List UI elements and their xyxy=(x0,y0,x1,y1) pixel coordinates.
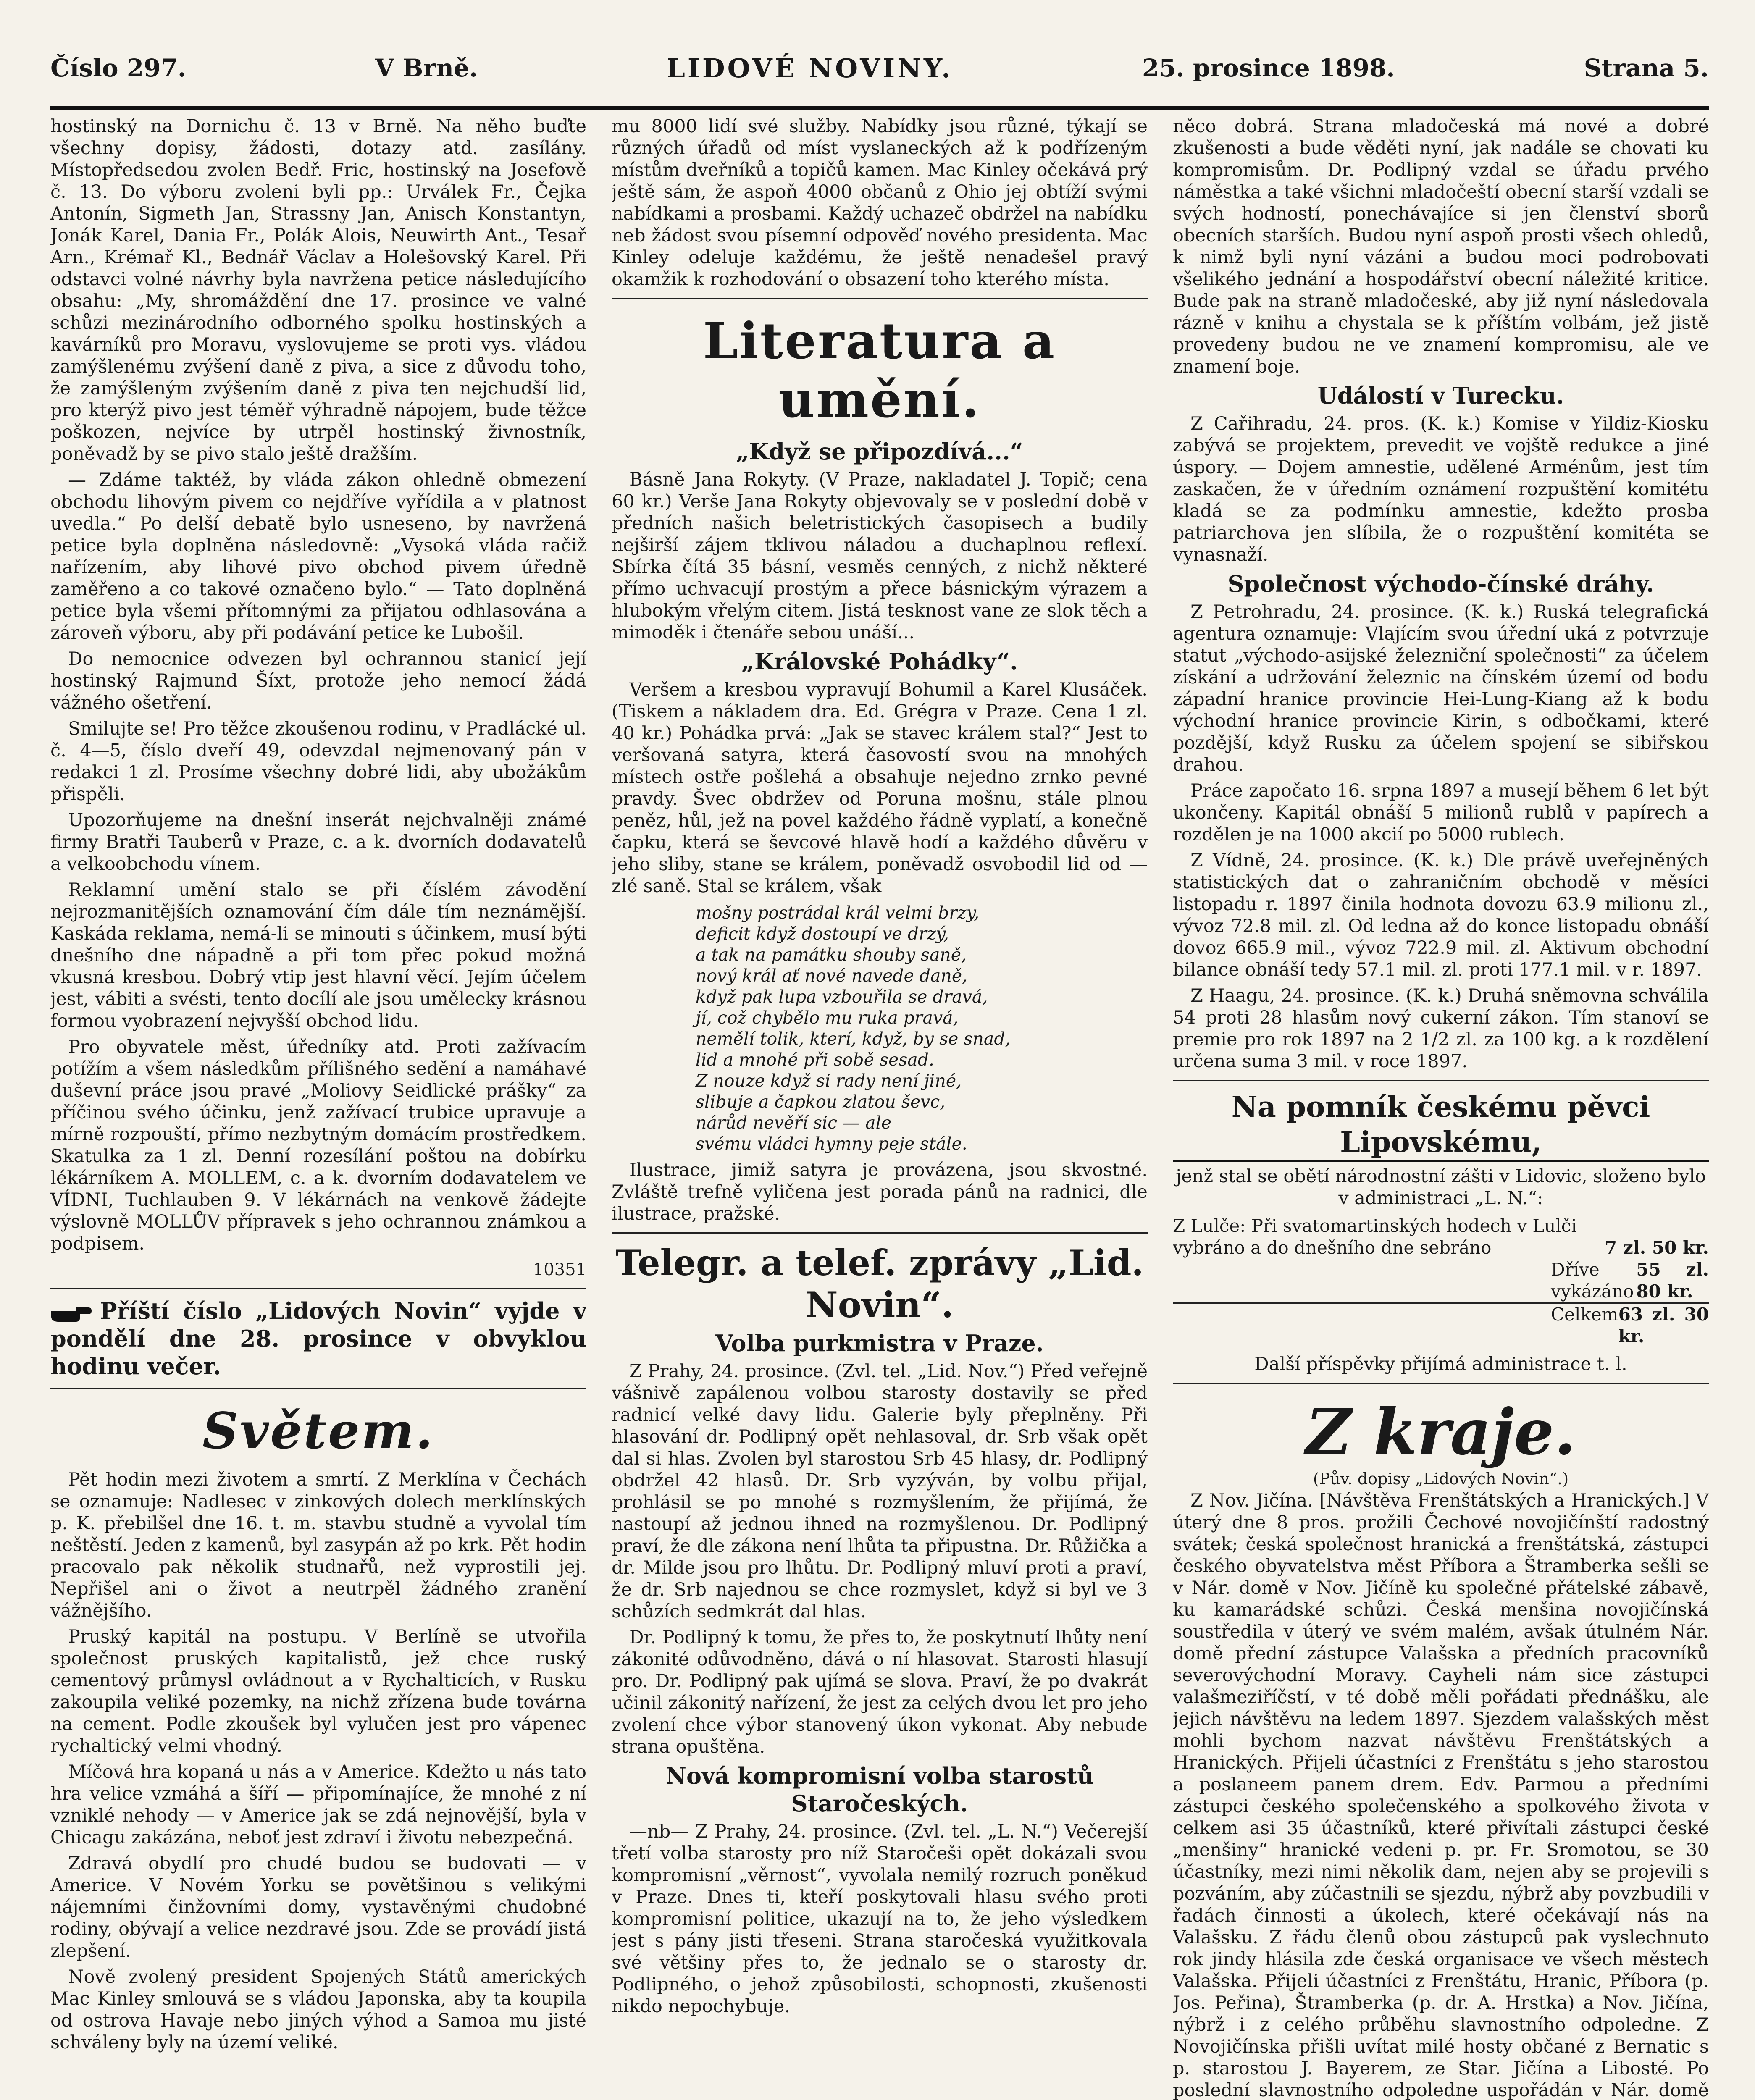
article-text: Reklamní umění stalo se při číslém závodění nejrozmanitějších oznamování čím dále tím neznámější. Kaskáda reklama, nemá-li se minouti s účinkem, musí býti dnešního dne nápadně a při tom přec pokud možná vkusná kresbou. Dobrý vtip jest hlavní věcí. Jejím účelem jest, vábiti a svésti, tento docílí ale jsou umělecky krásnou formou vyobrazení nejvyšší obchod lidu. xyxy=(50,879,586,1032)
book-title: „Když se připozdívá...“ xyxy=(736,438,1023,465)
article-title-pomnik: Na pomník českému pěvci Lipovskému, xyxy=(1173,1089,1709,1162)
poem xyxy=(696,902,1148,1154)
article-title: Událostí v Turecku. xyxy=(1317,382,1564,409)
article-title: Volba purkmistra v Praze. xyxy=(715,1330,1044,1357)
article-text: Míčová hra kopaná u nás a v Americe. Kdežto u nás tato hra velice vzmáhá a šíří — připomínajíce, že mnohé z ní vzniklé nehody — v Americe jak se zdá nejnovější, byla v Chicagu zakázána, neboť jest zdraví i životu nebezpečná. xyxy=(50,1761,586,1848)
section-title-z-kraje: Z kraje. xyxy=(1306,1395,1576,1469)
donation-label: vybráno a do dnešního dne sebráno xyxy=(1173,1237,1492,1258)
column-1 xyxy=(50,116,586,2100)
poem-line: a tak na památku shouby saně, xyxy=(696,945,967,965)
poem-line: slibuje a čapkou zlatou ševc, xyxy=(696,1092,946,1112)
poem-line: lid a mnohé při sobě sesad. xyxy=(696,1050,934,1070)
donation-row xyxy=(1173,1215,1709,1237)
issue-date: 25. prosince 1898. xyxy=(1142,54,1395,82)
article-text: mu 8000 lidí své služby. Nabídky jsou různé, týkají se různých úřadů od míst vyslaneckých až k podřízeným místům dveřníků a topičů kamen. Mac Kinley očekává prý ještě sám, že aspoň 4000 občanů z Ohio jej obtíží svými nabídkami a prosbami. Každý uchazeč obdržel na nabídku neb žádost svou písemní odpověď nového presidenta. Mac Kinley odeluje každému, že ještě nenadešel pravý okamžik k rozhodování o obsazení toho kterého místa. xyxy=(612,116,1148,290)
article-text: Upozorňujeme na dnešní inserát nejchvalněji známé firmy Bratři Tauberů v Praze, c. a k. dvorních dodavatelů a velkoobchodu vínem. xyxy=(50,810,586,874)
donation-label: Celkem xyxy=(1551,1304,1618,1325)
masthead: LIDOVÉ NOVINY. xyxy=(667,52,953,84)
article-text: — Zdáme taktéž, by vláda zákon ohledně obmezení obchodu lihovým pivem co nejdříve vyřídila a v platnost uvedla.“ Po delší debatě bylo usneseno, by navržená petice byla doplněna následovně: „Vysoká vláda račiž nařízením, aby lihové pivo obchod pivem úředně zaměřeno a co takové označeno bylo.“ — Tato doplněná petice byla všemi přítomnými za přijatou odhlasována a zároveň výboru, aby při podávání petice ke Lubošil. xyxy=(50,470,586,643)
poem-line: mošny postrádal král velmi brzy, xyxy=(696,903,980,923)
pointing-hand-icon xyxy=(50,1302,92,1323)
poem-line: deficit když dostoupí ve drzý, xyxy=(696,924,949,944)
poem-line: když pak lupa vzbouřila se dravá, xyxy=(696,987,988,1007)
column-2 xyxy=(612,116,1148,2100)
article-text: Práce započato 16. srpna 1897 a musejí během 6 let být ukončeny. Kapitál obnáší 5 milionů rublů v papírech a rozdělen je na 1000 akcií po 5000 rublech. xyxy=(1173,780,1709,845)
article-text: Pruský kapitál na postupu. V Berlíně se utvořila společnost pruských kapitalistů, jež chce ruský cementový průmysl ovládnout a v Rychalticích, v Rusku zakoupila veliké pozemky, na nichž zřízena bude továrna na cement. Podle zkoušek byl vylučen jest pro vápenec rychaltický velmi vhodný. xyxy=(50,1626,586,1756)
donation-label: Z Lulče: Při svatomartinských hodech v Lulči xyxy=(1173,1215,1577,1236)
divider xyxy=(50,1288,586,1289)
article-text: Ilustrace, jimiž satyra je provázena, jsou skvostné. Zvláště trefně vyličena jest porada pánů na radnici, dle ilustrace, pražské. xyxy=(612,1160,1148,1224)
article-text: Veršem a kresbou vypravují Bohumil a Karel Klusáček. (Tiskem a nákladem dra. Ed. Grégra v Praze. Cena 1 zl. 40 kr.) Pohádka prvá: „Jak se stavec králem stal?“ Jest to veršovaná satyra, která časovostí svou na mnohých místech ostře pošlehá a obsahuje nejedno zrnko pevné pravdy. Švec obdržev od Poruna mošnu, stále plnou peněz, hůl, jež na povel každého řádně vyplatí, a konečně čapku, která se ševcové hlavě hodí a každého důvěru v jeho sliby, stane se králem, poněvadž osvobodil lid od — zlé saně. Stal se králem, však xyxy=(612,679,1148,897)
book-title: „Královské Pohádky“. xyxy=(741,648,1018,675)
poem-line: nemělí tolik, kterí, když, by se snad, xyxy=(696,1029,1011,1049)
poem-line: nový král ať nové navede daně, xyxy=(696,966,968,986)
column-3 xyxy=(1173,116,1709,2100)
article-title: Nová kompromisní volba starostů Staročeských. xyxy=(665,1762,1094,1817)
page-header xyxy=(50,30,1709,110)
section-title-svetem: Světem. xyxy=(202,1402,435,1460)
issue-number: Číslo 297. xyxy=(50,54,187,82)
page-number: Strana 5. xyxy=(1584,54,1709,82)
next-issue-notice xyxy=(50,1297,586,1380)
article-text: hostinský na Dornichu č. 13 v Brně. Na něho buďte všechny dopisy, žádosti, dotazy atd. zasílány. Místopředsedou zvolen Bedř. Fric, hostinský na Josefově č. 13. Do výboru zvoleni byli pp.: Urválek Fr., Čejka Antonín, Sigmeth Jan, Strassny Jan, Anisch Konstantyn, Jonák Karel, Dania Fr., Polák Alois, Neuwirth Ant., Tesař Arn., Krémař Kl., Bednář Václav a Holešovský Karel. Při odstavci volné návrhy byla navržena petice následujícího obsahu: „My, shromáždění dne 17. prosince ve valné schůzi mezinárodního odborného spolku hostinských a kavárníků pro Moravu, vyslovujeme se proti vys. vládou zamýšlenému zvýšení daně z piva, a sice z důvodu toho, že zamýšleným zvýšením daně z piva ten nejchudší lid, pro kterýž pivo jest téměř výhradně nápojem, bude těžce poškozen, nejvíce by utrpěl hostinský živnostník, poněvadž by se pivo stalo ještě dražším. xyxy=(50,116,586,465)
donation-total-row xyxy=(1173,1302,1709,1347)
article-title: Společnost východo-čínské dráhy. xyxy=(1227,570,1654,597)
donation-row xyxy=(1173,1259,1709,1302)
article-text: Z Nov. Jičína. [Návštěva Frenštátských a Hranických.] V úterý dne 8 pros. prožili Čechové novojičínští radostný svátek; česká společnost hranická a frenštátská, zástupci českého obyvatelstva měst Příbora a Štramberka sešli se v Nár. domě v Nov. Jičíně ku společné přátelské zábavě, ku kamarádské schůzi. Česká menšina novojičínská soustředila v úterý ve svém malém, avšak útulném Nár. domě přední zástupce Valašska a předních pracovníků severovýchodní Moravy. Cayheli nám sice zástupci valašmeziříčstí, v té době měli pořádati přednášku, ale jejich návštěvu na ledem 1897. Sjezdem valašských měst mohli bychom nazvat návštěvu Frenštátských a Hranických. Přijeli účastníci z Frenštátu s jeho starostou a poslaneem panem drem. Edv. Parmou a předními zástupci českého společenského a spolkového života v celkem asi 35 účastníků, které přivítali zástupci české „menšiny“ hranické vedeni p. pr. Fr. Sromotou, se 30 účastníky, mezi nimi několik dam, nejen aby se projevili s pozváním, aby zúčastnili se sjezdu, nýbrž aby povzbudili v řadách činnosti a úkolech, které očekávají nás na Valašsku. Z řádu členů obou zástupců pak vyslechnuto rok jindy hlásila zde česká organisace ve všech městech Valašska. Přijeli účastníci z Frenštátu, Hranic, Příbora (p. Jos. Peřina), Štramberka (p. dr. A. Hrstka) a Nov. Jičína, nýbrž i z celého průběhu slavnostního odpoledne. Z Novojičínska přišli uvítat milé hosty občané z Bernatic s p. starostou J. Bayerem, ze Star. Jičína a Libosté. Po poslední slavnostního odpoledne uspořádán v Nár. domě xyxy=(1173,1490,1709,2100)
columns xyxy=(50,116,1709,2100)
article-text: Z Vídně, 24. prosince. (K. k.) Dle právě uveřejněných statistických dat o zahraničním obchodě v měsíci listopadu r. 1897 činila hodnota dovozu 63.9 milionu zl., vývoz 72.8 mil. zl. Od ledna až do konce listopadu obnáší dovoz 665.9 mil., vývoz 722.9 mil. zl. Aktivum obchodní bilance obnáší tedy 57.1 mil. zl. proti 177.1 mil. v r. 1897. xyxy=(1173,850,1709,980)
article-text: Básně Jana Rokyty. (V Praze, nakladatel J. Topič; cena 60 kr.) Verše Jana Rokyty objevovaly se v poslední době v předních našich beletristických časopisech a budily nejširší zájem tklivou náladou a duchaplnou reflexí. Sbírka čítá 35 básní, vesměs cenných, z nichž některé přímo uchvacují prostým a přece básnickým výrazem a hlubokým vřelým citem. Jistá tesknost vane ze slok těch a mimoděk i čtenáře sebou unáší... xyxy=(612,469,1148,643)
article-text: něco dobrá. Strana mladočeská má nové a dobré zkušenosti a bude věděti nyní, jak nadále se chovati ku kompromisům. Dr. Podlipný vzdal se úřadu prvého náměstka a také všichni mladočeští obecní starší vzdali se svých hodností, ponechávajíce si jen členství sborů obecních starších. Budou nyní aspoň prosti všech ohledů, k nimž byli nyní vázáni a budou moci podrobovati všelikého jednání a hospodářství obecní náležité kritice. Bude pak na straně mladočeské, aby již nyní následovala rázně v knihu a chystala se k příštím volbám, jež jistě provedeny budou ne ve znamení kompromisu, ale ve znamení boje. xyxy=(1173,116,1709,377)
divider xyxy=(1173,1383,1709,1384)
donation-row xyxy=(1173,1237,1709,1259)
article-text: Smilujte se! Pro těžce zkoušenou rodinu, v Pradlácké ul. č. 4—5, číslo dveří 49, odevzdal nejmenovaný pán v redakci 1 zl. Prosíme všechny dobré lidi, aby ubožákům přispěli. xyxy=(50,718,586,805)
donation-amount: 63 zl. 30 kr. xyxy=(1618,1304,1709,1347)
article-text: Nově zvolený president Spojených Států amerických Mac Kinley smlouvá se s vládou Japonska, aby ta koupila od ostrova Havaje nebo jiných výhod a Samoa mu jisté schváleny byly na území veliké. xyxy=(50,1966,586,2053)
section-subtitle: (Pův. dopisy „Lidových Novin“.) xyxy=(1313,1470,1569,1488)
article-text: Dr. Podlipný k tomu, že přes to, že poskytnutí lhůty není zákonité odůvodněno, dává o ní hlasovat. Starosti hlasují pro. Dr. Podlipný pak ujímá se slova. Praví, že po dvakrát učinil zákonitý nařízení, že jest za celých dvou let pro jeho zvolení chce výbor stanovený úkon vykonat. Aby nebude strana opuštěna. xyxy=(612,1627,1148,1757)
notice-text: Příští číslo „Lidových Novin“ vyjde v pondělí dne 28. prosince v obvyklou hodinu večer. xyxy=(50,1297,586,1380)
article-text: jenž stal se obětí národnostní zášti v Lidovic, složeno bylo v administraci „L. N.“: xyxy=(1175,1166,1706,1209)
divider xyxy=(50,1388,586,1389)
article-text: Zdravá obydlí pro chudé budou se budovati — v Americe. V Novém Yorku se povětšinou s velikými nájemními činžovními domy, vystavěnými chudobné rodiny, obývají a velice nezdravé jsou. Zde se provádí jistá zlepšení. xyxy=(50,1853,586,1961)
article-text: Z Cařihradu, 24. pros. (K. k.) Komise v Yildiz-Kiosku zabývá se projektem, prevedit ve vojště redukce a jiné úspory. — Dojem amnestie, udělené Arménům, jest tím zaskačen, že v úředním oznámení rozpuštění komitétu kladá se za podmínku amnestie, kdežto prosba patriarchova jen slíbila, že o rozpuštění komitéta se vynasnaží. xyxy=(1173,413,1709,565)
poem-line: nárůd nevěří sic — ale xyxy=(696,1113,891,1133)
article-text: —nb— Z Prahy, 24. prosince. (Zvl. tel. „L. N.“) Večerejší třetí volba starosty pro níž Staročeši opět dokázali svou kompromisní „věrnost“, vyvolala nemilý rozruch poněkud v Praze. Dnes ti, kteří poskytovali hlasu svého proti kompromisní politice, ukazují na to, že jeho výsledkem jest s pány jisti třeseni. Strana staročeská využitkovala své většiny přes to, že jednalo se o starosty dr. Podlipného, o jehož způsobilosti, schopnosti, zkušenosti nikdo nepochybuje. xyxy=(612,1821,1148,2017)
divider xyxy=(1173,1080,1709,1081)
section-title-literatura: Literatura a umění. xyxy=(703,312,1056,429)
article-text: Další příspěvky přijímá administrace t. l. xyxy=(1254,1354,1627,1375)
article-text: Pět hodin mezi životem a smrtí. Z Merklína v Čechách se oznamuje: Nadlesec v zinkových dolech merklínských p. K. přebilšel dne 16. t. m. stavbu studně a vyvolal tím neštěstí. Jeden z kamenů, byl zasypán až po krk. Pět hodin pracovalo pak několik studnařů, než vyprostili jej. Nepřišel ani o život a neutrpěl žádného zranění vážnějšího. xyxy=(50,1469,586,1621)
poem-line: jí, což chybělo mu ruka pravá, xyxy=(696,1008,959,1028)
article-text: Z Haagu, 24. prosince. (K. k.) Druhá sněmovna schválila 54 proti 28 hlasům nový cukerní zákon. Tím stanoví se premie pro rok 1897 na 2 1/2 zl. za 100 kg. a k rozdělení určena suma 3 mil. v roce 1897. xyxy=(1173,985,1709,1072)
divider xyxy=(612,298,1148,299)
article-text: Z Petrohradu, 24. prosince. (K. k.) Ruská telegrafická agentura oznamuje: Vlajícím svou úřední uká z potvrzuje statut „východo-asijské železniční společnosti“ za účelem získání a udržování železnic na čínském území od bodu západní hranice provincie Hei-Lung-Kiang až k bodu východní hranice provincie Kirin, s odbočkami, které pozdější, když Rusku za účelem spojení se sibiřskou drahou. xyxy=(1173,601,1709,775)
donation-amount: 55 zl. 80 kr. xyxy=(1636,1259,1709,1302)
poem-line: svému vládci hymny peje stále. xyxy=(696,1134,967,1154)
poem-line: Z nouze když si rady není jiné, xyxy=(696,1071,962,1091)
divider xyxy=(612,1232,1148,1234)
donation-amount: 7 zl. 50 kr. xyxy=(1605,1237,1709,1258)
donation-list xyxy=(1173,1215,1709,1347)
article-text: Z Prahy, 24. prosince. (Zvl. tel. „Lid. Nov.“) Před veřejně vášnivě zapálenou volbou starosty dostavily se před radnicí velké davy lidu. Galerie byly přeplněny. Při hlasování dr. Podlipný opět nehlasoval, dr. Srb však opět dal si hlas. Zvolen byl starostou Srb 45 hlasy, dr. Podlipný obdržel 42 hlasů. Dr. Srb vyzýván, by volbu přijal, prohlásil se po mnohé s rozmyšlením, že přijímá, že nastoupí až jednou ihned na rozmyšlenou. Dr. Podlipný praví, že dle zákona není lhůta ta připustna. Dr. Růžička a dr. Milde jsou pro lhůtu. Dr. Podlipný mluví proti a praví, že dr. Srb najednou se chce rozmyslet, když si byl ve 3 schůzích sedmkrát dal hlas. xyxy=(612,1361,1148,1622)
article-text: Do nemocnice odvezen byl ochrannou stanicí její hostinský Rajmund Šíxt, protože jeho nemocí žádá vážného ošetření. xyxy=(50,648,586,713)
ad-reference: 10351 xyxy=(533,1260,586,1279)
section-title-telegr: Telegr. a telef. zprávy „Lid. Novin“. xyxy=(615,1242,1144,1326)
place: V Brně. xyxy=(375,54,478,82)
donation-label: Dříve vykázáno xyxy=(1551,1259,1634,1302)
article-text: Pro obyvatele měst, úředníky atd. Proti zažívacím potížím a všem následkům přílišného sedění a namáhavé duševní práce jsou pravé „Moliovy Seidlické prášky“ za příčinou svého účinku, jenž zažívací trubice upravuje a mírně rozpouští, přímo nezbytným domácím prostředkem. Skatulka za 1 zl. Denní rozesílání poštou na dobírku lékárníkem A. MOLLEM, c. a k. dvorním dodavatelem ve VÍDNI, Tuchlauben 9. V lékárnách na venkově žádejte výslovně MOLLŮV přípravek s jeho ochrannou známkou a podpisem. xyxy=(50,1037,586,1254)
